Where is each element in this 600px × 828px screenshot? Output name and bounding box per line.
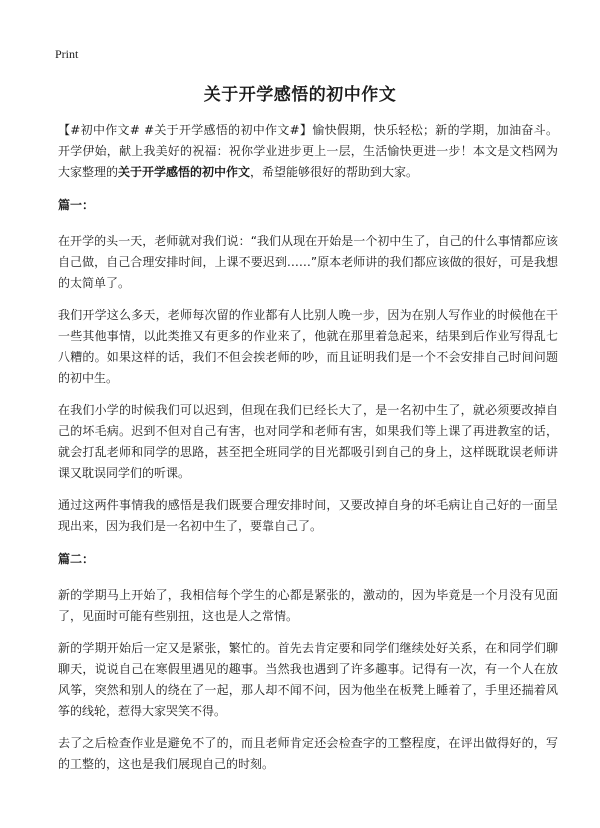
intro-text-end: ，希望能够很好的帮助到大家。	[250, 165, 419, 179]
section2-heading: 篇二：	[58, 552, 95, 566]
section1-heading: 篇一：	[58, 198, 95, 212]
article-body	[58, 120, 558, 786]
section1-paragraph: 在开学的头一天，老师就对我们说：“我们从现在开始是一个初中生了，自己的什么事情都应该自己做，自己合理安排时间，上课不要迟到……”原本老师讲的我们都应该做的很好，可是我想的太简单了。	[58, 234, 558, 290]
intro-tag: 【#初中作文# #关于开学感悟的初中作文#】	[58, 123, 313, 137]
section1-paragraph: 我们开学这么多天，老师每次留的作业都有人比别人晚一步，因为在别人写作业的时候他在干一些其他事情，以此类推又有更多的作业来了，他就在那里着急起来，结果到后作业写得乱七八糟的。如果这样的话，我们不但会挨老师的吵，而且证明我们是一个不会安排自己时间问题的初中生。	[58, 308, 558, 385]
section2-paragraph: 新的学期马上开始了，我相信每个学生的心都是紧张的，激动的，因为毕竟是一个月没有见面了，见面时可能有些别扭，这也是人之常情。	[58, 588, 558, 623]
page-title: 关于开学感悟的初中作文	[203, 85, 397, 105]
section2-paragraph: 去了之后检查作业是避免不了的，而且老师肯定还会检查字的工整程度，在评出做得好的，写的工整的，这也是我们展现自己的时刻。	[58, 736, 558, 771]
section2-paragraph: 新的学期开始后一定又是紧张，繁忙的。首先去肯定要和同学们继续处好关系，在和同学们聊聊天，说说自己在寒假里遇见的趣事。当然我也遇到了许多趣事。记得有一次，有一个人在放风筝，突然和别人的绕在了一起，那人却不闻不问，因为他坐在板凳上睡着了，手里还揣着风筝的线轮，惹得大家哭笑不得。	[58, 641, 558, 718]
section1-paragraph: 在我们小学的时候我们可以迟到，但现在我们已经长大了，是一名初中生了，就必须要改掉自己的坏毛病。迟到不但对自己有害，也对同学和老师有害，如果我们等上课了再进教室的话，就会打乱老师和同学的思路，甚至把全班同学的目光都吸引到自己的身上，这样既耽误老师讲课又耽误同学们的听课。	[58, 403, 558, 480]
intro-paragraph	[58, 120, 558, 183]
print-link[interactable]: Print	[55, 47, 79, 61]
section1-paragraph: 通过这两件事情我的感悟是我们既要合理安排时间，又要改掉自身的坏毛病让自己好的一面呈现出来，因为我们是一名初中生了，要靠自己了。	[58, 498, 558, 533]
intro-text: 愉快假期，快乐轻松；新的学期，加油奋斗。开学伊始，献上我美好的祝福：祝你学业进步更上一层，生活愉快更进一步！本文是文档网为大家整理的	[58, 123, 558, 179]
intro-bold-phrase: 关于开学感悟的初中作文	[118, 165, 251, 179]
